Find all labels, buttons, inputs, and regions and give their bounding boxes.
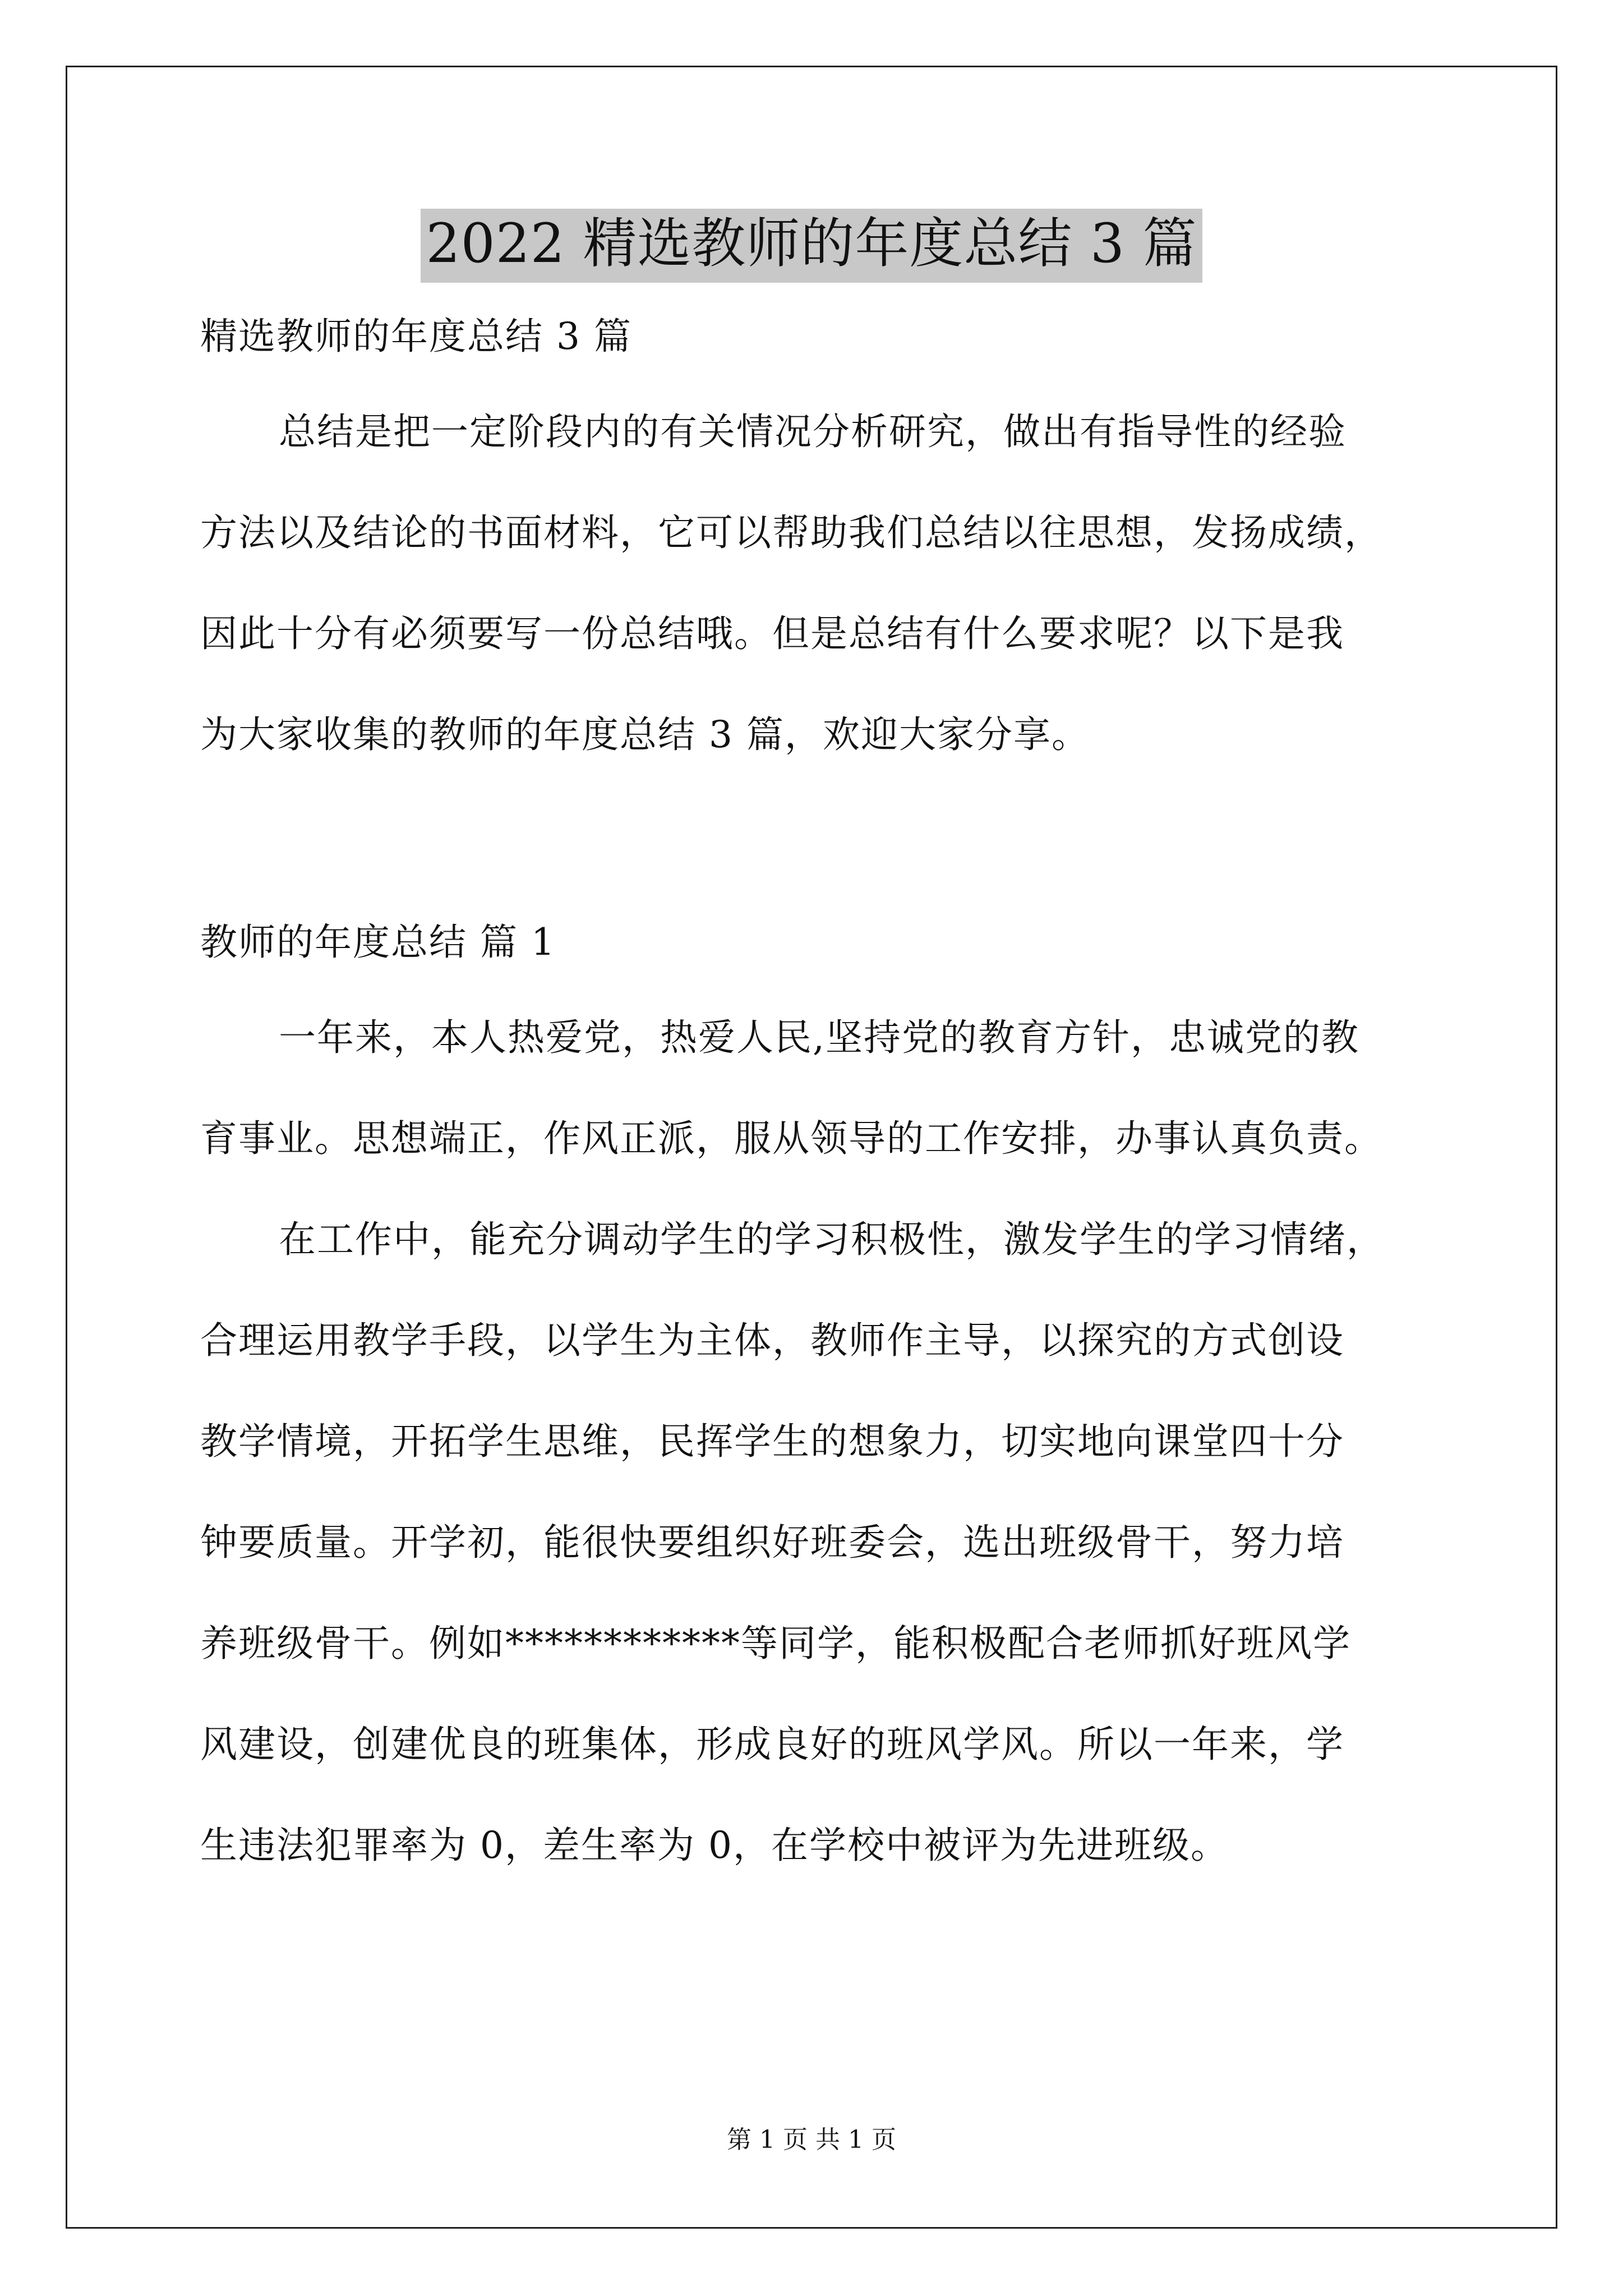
- paragraph-line: 育事业。思想端正，作风正派，服从领导的工作安排，办事认真负责。: [200, 1117, 1382, 1160]
- page-footer: 第 1 页 共 1 页: [727, 2125, 896, 2154]
- document-title: [0, 209, 1623, 283]
- paragraph-line: 合理运用教学手段，以学生为主体，教师作主导，以探究的方式创设: [200, 1319, 1344, 1362]
- paragraph-line: 生违法犯罪率为 0，差生率为 0，在学校中被评为先进班级。: [200, 1824, 1229, 1867]
- paragraph-line: 在工作中，能充分调动学生的学习积极性，激发学生的学习情绪，: [279, 1218, 1385, 1261]
- intro-line: 总结是把一定阶段内的有关情况分析研究，做出有指导性的经验: [279, 410, 1347, 453]
- paragraph-line: 教学情境，开拓学生思维，民挥学生的想象力，切实地向课堂四十分: [200, 1420, 1344, 1463]
- paragraph-line: 一年来，本人热爱党，热爱人民,坚持党的教育方针，忠诚党的教: [279, 1016, 1359, 1059]
- paragraph-line: 养班级骨干。例如************等同学，能积极配合老师抓好班风学: [200, 1622, 1351, 1665]
- section-heading: 教师的年度总结 篇 1: [200, 921, 556, 964]
- paragraph-line: 钟要质量。开学初，能很快要组织好班委会，选出班级骨干，努力培: [200, 1521, 1344, 1564]
- document-title-text: 2022 精选教师的年度总结 3 篇: [421, 209, 1203, 283]
- intro-line: 方法以及结论的书面材料，它可以帮助我们总结以往思想，发扬成绩，: [200, 511, 1382, 554]
- intro-line: 为大家收集的教师的年度总结 3 篇，欢迎大家分享。: [200, 713, 1090, 756]
- paragraph-line: 风建设，创建优良的班集体，形成良好的班风学风。所以一年来，学: [200, 1723, 1344, 1766]
- intro-line: 因此十分有必须要写一份总结哦。但是总结有什么要求呢？以下是我: [200, 612, 1344, 655]
- document-body: [200, 314, 1434, 1868]
- document-subtitle: 精选教师的年度总结 3 篇: [200, 315, 632, 358]
